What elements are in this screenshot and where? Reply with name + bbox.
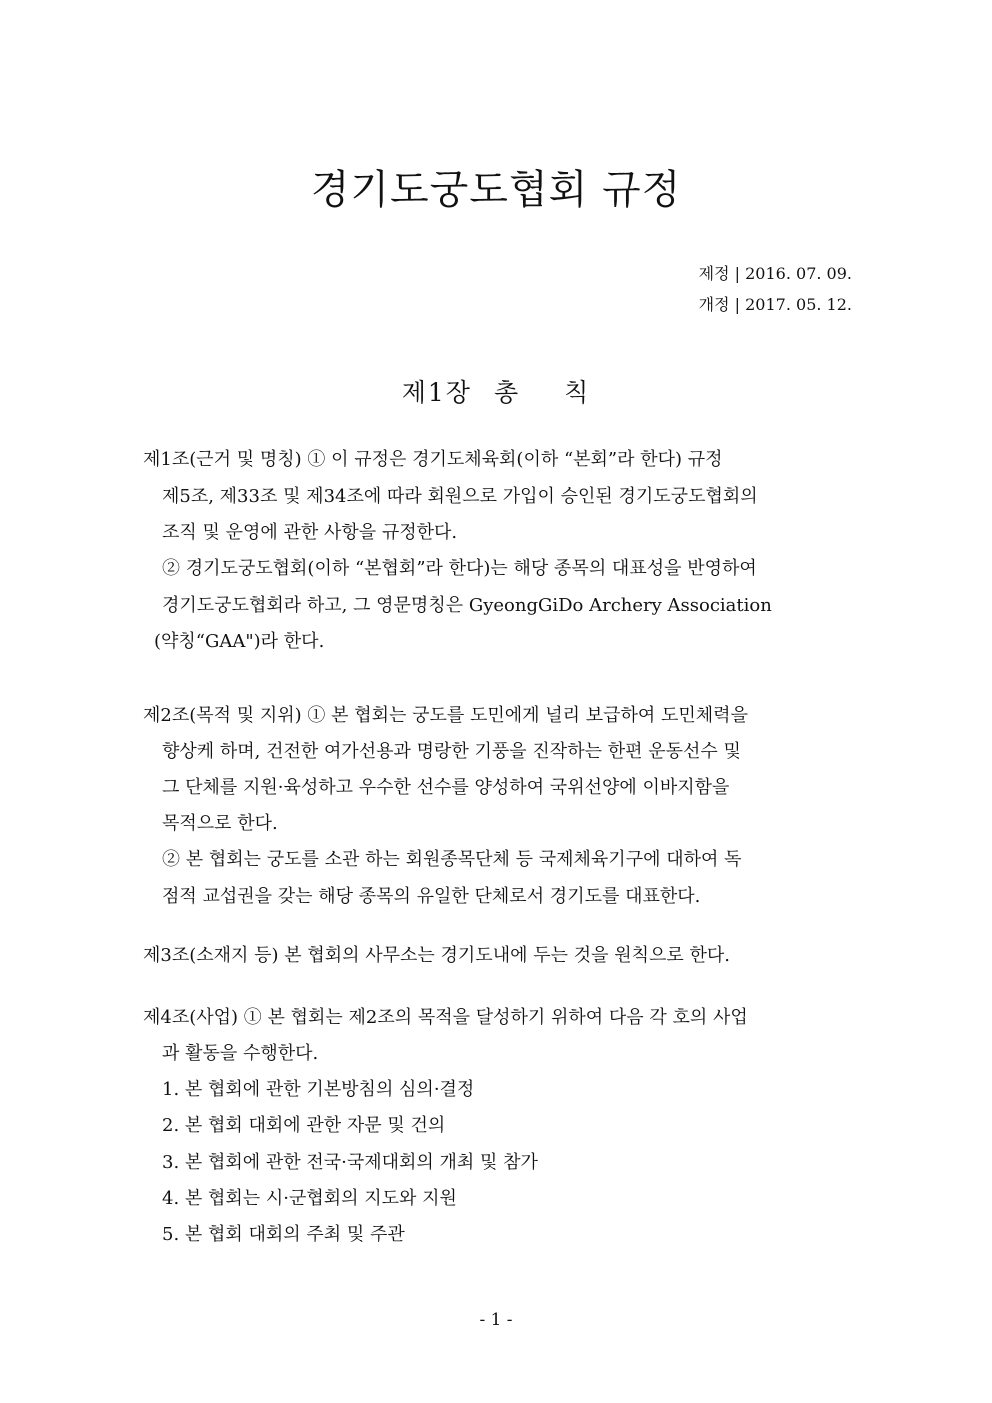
amended-date: 개정 | 2017. 05. 12. [698,295,852,314]
article-2-line-6: 점적 교섭권을 갖는 해당 종목의 유일한 단체로서 경기도를 대표한다. [162,886,701,907]
article-4-item-3: 3. 본 협회에 관한 전국·국제대회의 개최 및 참가 [162,1152,538,1173]
article-2-line-1: 제2조(목적 및 지위) ① 본 협회는 궁도를 도민에게 널리 보급하여 도민체력을 [143,705,748,726]
article-2-paragraph-2: ② 본 협회는 궁도를 소관 하는 회원종목단체 등 국제체육기구에 대하여 독 [162,849,742,870]
enacted-date: 제정 | 2016. 07. 09. [698,264,852,283]
article-1-line-3: 조직 및 운영에 관한 사항을 규정한다. [162,522,458,543]
article-2-line-4: 목적으로 한다. [162,813,278,834]
chapter-heading [0,373,992,409]
article-1-paragraph-2: ② 경기도궁도협회(이하 “본협회”라 한다)는 해당 종목의 대표성을 반영하여 [162,558,757,579]
article-4-item-1: 1. 본 협회에 관한 기본방침의 심의·결정 [162,1079,475,1100]
article-2-line-2: 향상케 하며, 건전한 여가선용과 명랑한 기풍을 진작하는 한편 운동선수 및 [162,741,741,762]
chapter-word-2: 칙 [564,378,591,407]
article-4-item-4: 4. 본 협회는 시·군협회의 지도와 지원 [162,1188,457,1209]
article-3-line-1: 제3조(소재지 등) 본 협회의 사무소는 경기도내에 두는 것을 원칙으로 한다. [143,945,730,966]
page-number: - 1 - [479,1310,513,1330]
article-1-line-6: (약칭“GAA")라 한다. [154,631,325,652]
article-1-line-2: 제5조, 제33조 및 제34조에 따라 회원으로 가입이 승인된 경기도궁도협회의 [162,486,758,507]
chapter-label: 제1장 [401,378,472,407]
article-4-item-2: 2. 본 협회 대회에 관한 자문 및 건의 [162,1115,446,1136]
article-1-line-5: 경기도궁도협회라 하고, 그 영문명칭은 GyeongGiDo Archery Association [162,595,772,616]
revision-dates [699,258,852,320]
document-title: 경기도궁도협회 규정 [310,167,682,213]
article-4-line-2: 과 활동을 수행한다. [162,1043,319,1064]
chapter-word-1: 총 [493,378,521,407]
article-2-line-3: 그 단체를 지원·육성하고 우수한 선수를 양성하여 국위선양에 이바지함을 [162,777,730,798]
article-4-item-5: 5. 본 협회 대회의 주최 및 주관 [162,1224,405,1245]
article-4-line-1: 제4조(사업) ① 본 협회는 제2조의 목적을 달성하기 위하여 다음 각 호의 사업 [143,1007,748,1028]
article-1-line-1: 제1조(근거 및 명칭) ① 이 규정은 경기도체육회(이하 “본회”라 한다) 규정 [143,449,723,470]
